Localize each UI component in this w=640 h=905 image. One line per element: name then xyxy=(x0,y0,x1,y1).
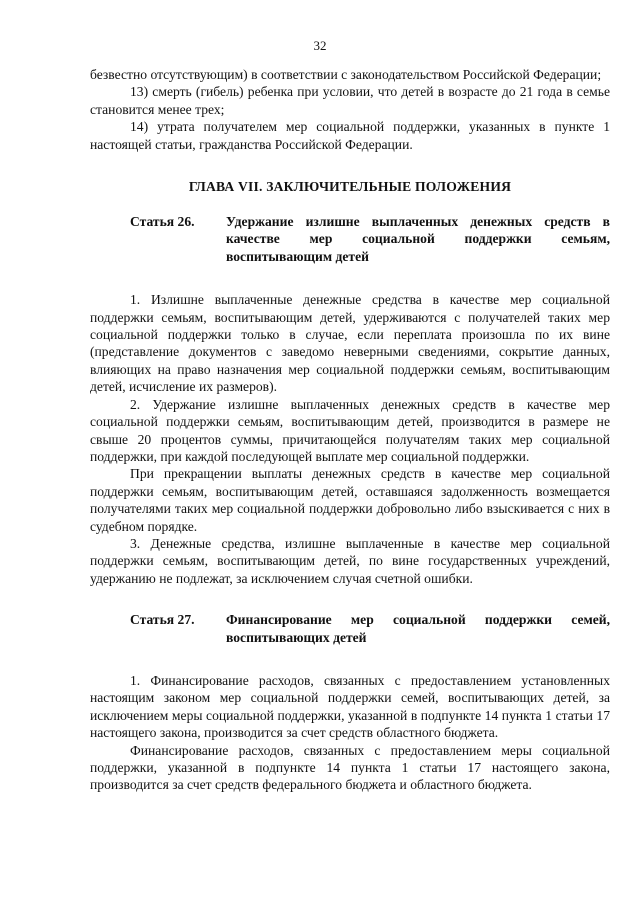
article-26-paragraph-1: 1. Излишне выплаченные денежные средства в качестве мер социальной поддержки семьям, воспитывающим детей, удерживаются с получателей таких мер социальной поддержки только в случае, если переплата произошла по их вине (представление документов с заведомо неверными сведениями, сокрытие данных, влияющих на право назначения мер социальной поддержки семьям, воспитывающим детей, исчисление их размеров). xyxy=(90,292,610,395)
article-27-heading xyxy=(90,611,610,646)
article-26-paragraph-2: 2. Удержание излишне выплаченных денежных средств в качестве мер социальной поддержки семьям, воспитывающим детей, производится в размере не свыше 20 процентов суммы, причитающейся получателям таких мер социальной поддержки, при каждой последующей выплате мер социальной поддержки. xyxy=(90,396,610,464)
article-27-title: Финансирование мер социальной поддержки семей, воспитывающих детей xyxy=(226,612,610,645)
list-item-13: 13) смерть (гибель) ребенка при условии, что детей в возрасте до 21 года в семье становится менее трех; xyxy=(90,84,610,117)
article-26-label: Статья 26. xyxy=(130,214,195,230)
article-27-label: Статья 27. xyxy=(130,612,195,628)
article-26-heading xyxy=(90,213,610,265)
article-26-title: Удержание излишне выплаченных денежных средств в качестве мер социальной поддержки семьям, воспитывающим детей xyxy=(226,214,610,264)
page-number: 32 xyxy=(313,38,327,53)
article-26-paragraph-4: 3. Денежные средства, излишне выплаченные в качестве мер социальной поддержки семьям, воспитывающим детей, по вине государственных учреждений, удержанию не подлежат, за исключением случая счетной ошибки. xyxy=(90,535,610,586)
continued-paragraph: безвестно отсутствующим) в соответствии с законодательством Российской Федерации; xyxy=(90,67,602,82)
article-27-paragraph-1: 1. Финансирование расходов, связанных с предоставлением установленных настоящим законом мер социальной поддержки семей, воспитывающих детей, за исключением меры социальной поддержки, указанной в подпункте 14 пункта 1 статьи 17 настоящего закона, производится за счет средств областного бюджета. xyxy=(90,672,610,741)
document-body xyxy=(90,66,610,794)
list-item-14: 14) утрата получателем мер социальной поддержки, указанных в пункте 1 настоящей статьи, гражданства Российской Федерации. xyxy=(90,119,610,152)
article-27-paragraph-2: Финансирование расходов, связанных с предоставлением меры социальной поддержки, указанной в подпункте 14 пункта 1 статьи 17 настоящего закона, производится за счет средств федерального бюджета и областного бюджета. xyxy=(90,742,610,793)
chapter-heading: ГЛАВА VII. ЗАКЛЮЧИТЕЛЬНЫЕ ПОЛОЖЕНИЯ xyxy=(188,179,512,195)
article-26-paragraph-3: При прекращении выплаты денежных средств в качестве мер социальной поддержки семьям, воспитывающим детей, оставшаяся задолженность возмещается получателями таких мер социальной поддержки добровольно либо взыскивается с них в судебном порядке. xyxy=(90,466,610,534)
